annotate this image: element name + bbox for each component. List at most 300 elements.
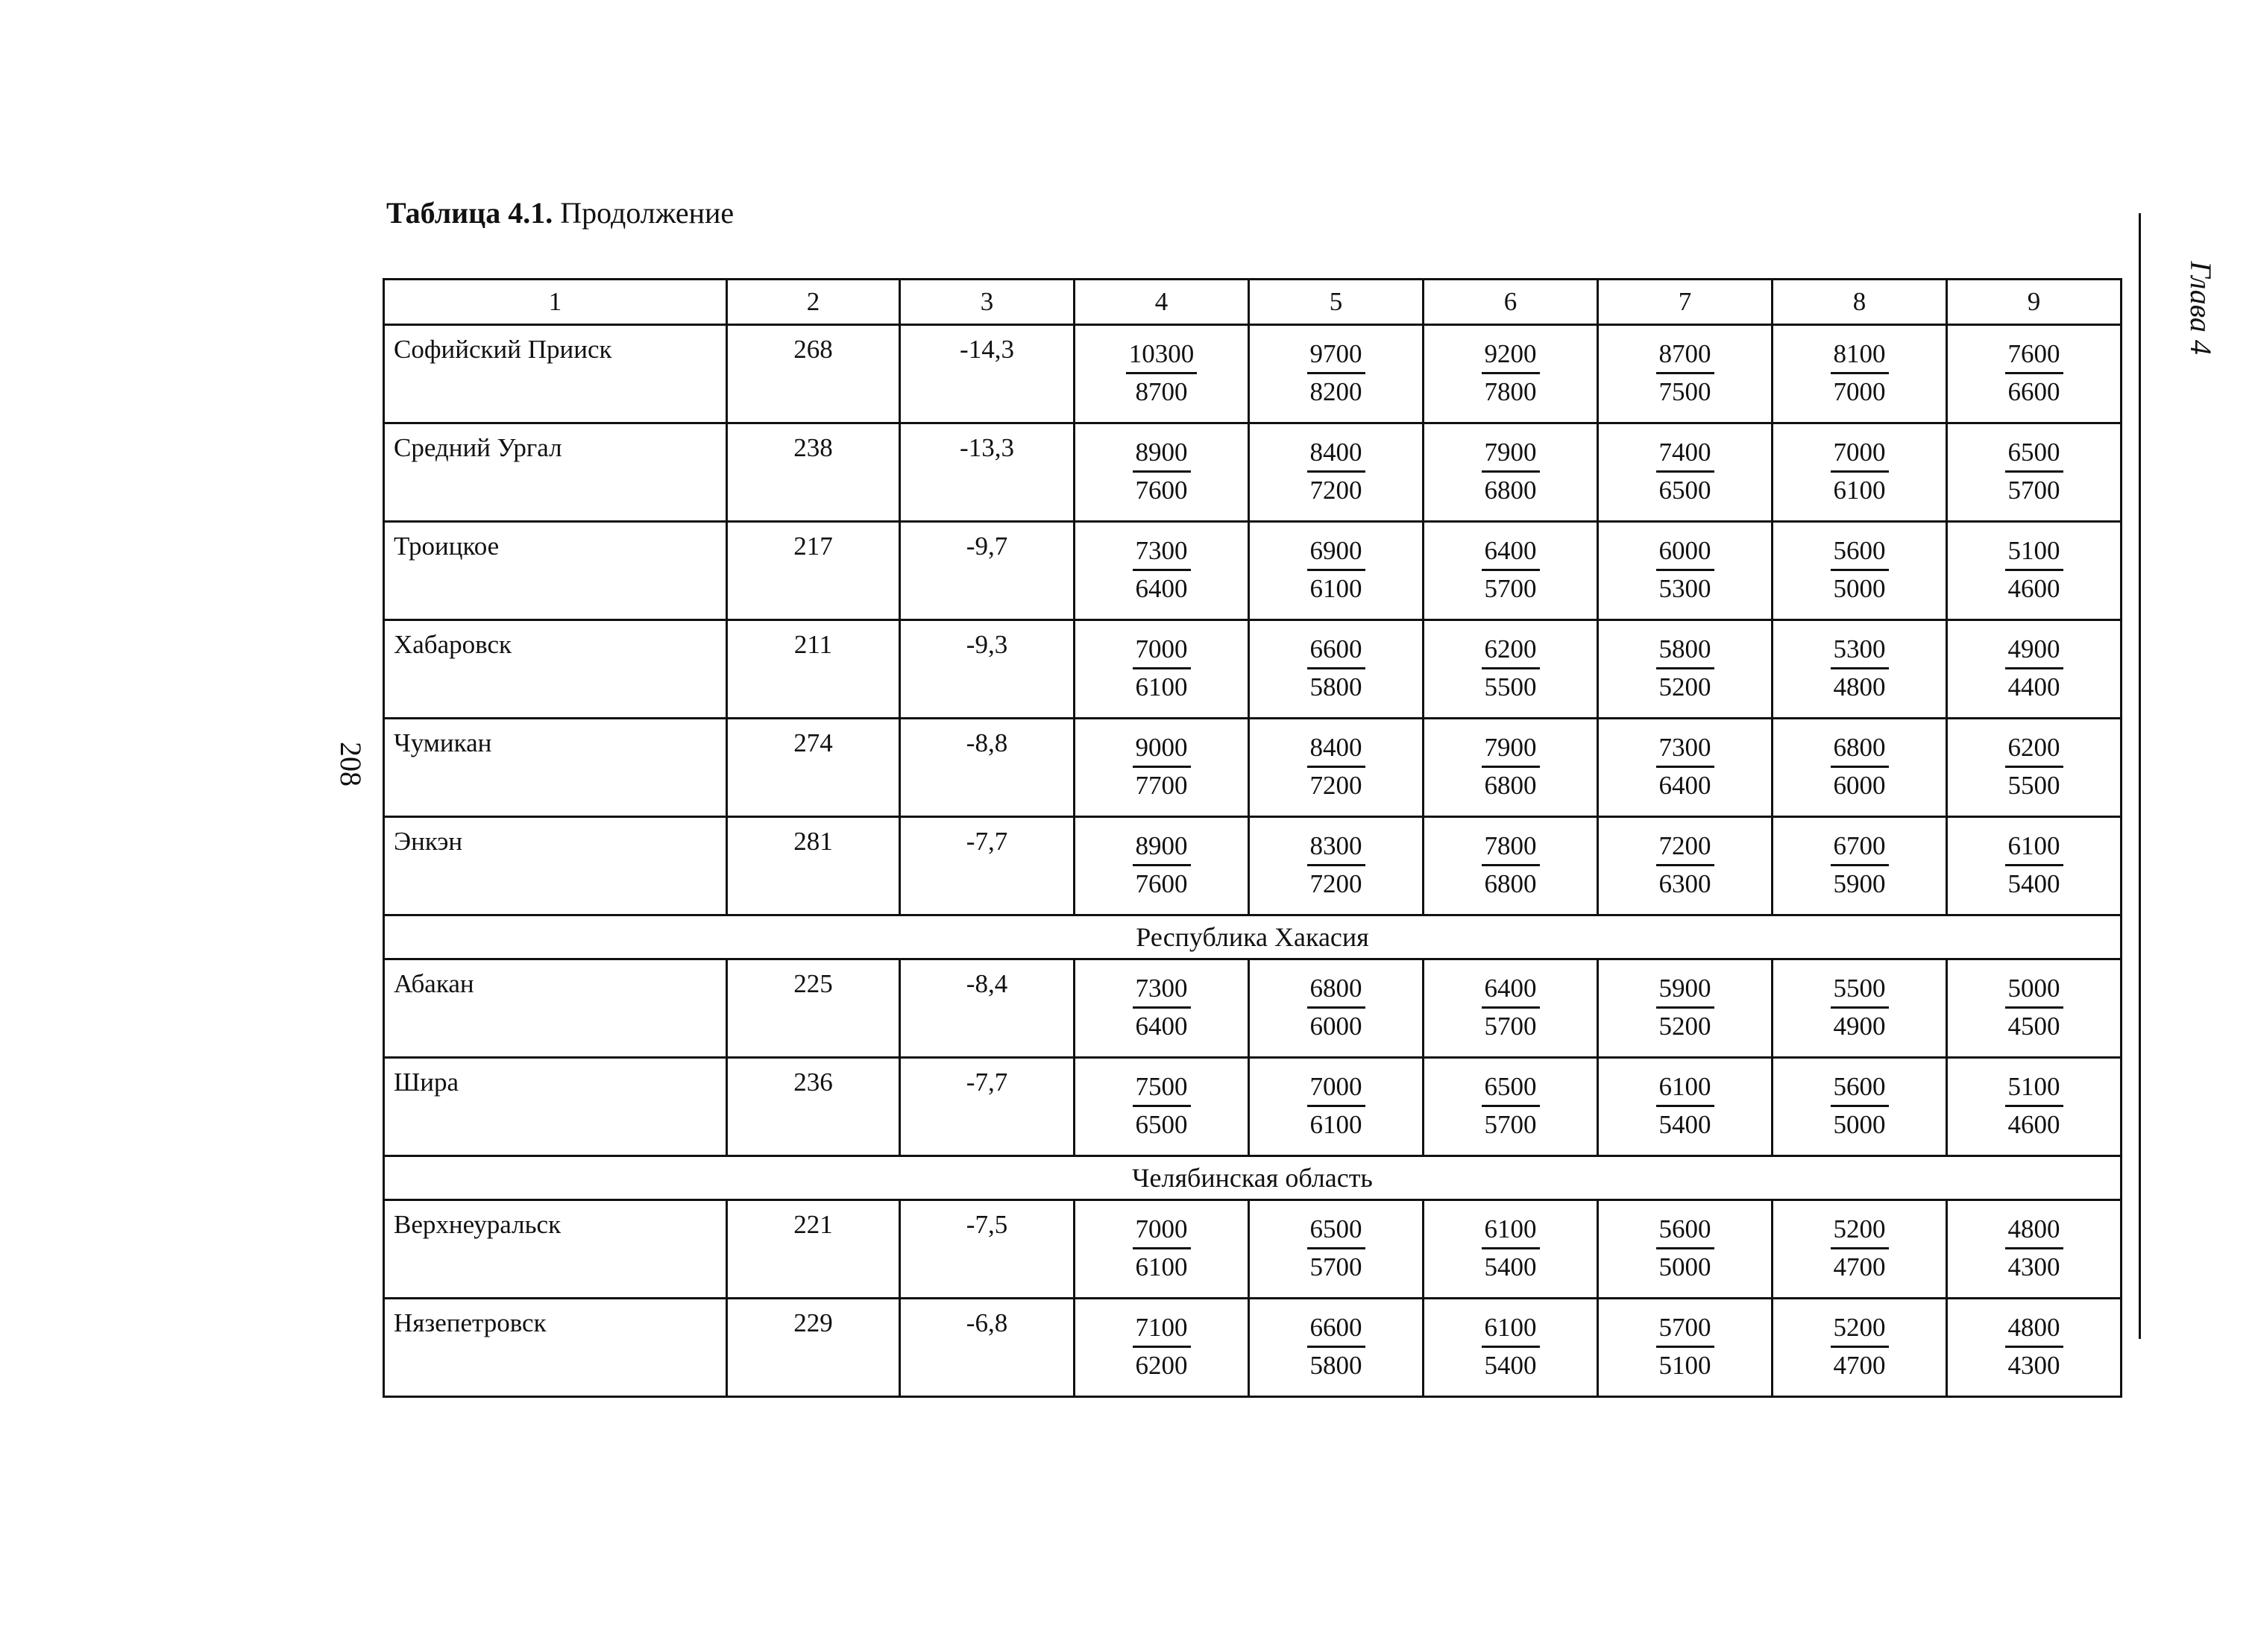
fraction [1307, 1310, 1365, 1384]
column-header-1: 1 [384, 280, 727, 325]
fraction-cell [1947, 522, 2122, 620]
fraction-denominator: 6500 [1658, 476, 1711, 505]
column-header-7: 7 [1598, 280, 1773, 325]
station-name: Нязепетровск [384, 1299, 727, 1397]
fraction-denominator: 6400 [1135, 574, 1188, 603]
fraction-numerator: 5600 [1831, 1069, 1889, 1107]
fraction-denominator: 7000 [1833, 377, 1886, 406]
fraction-numerator: 5500 [1831, 971, 1889, 1009]
fraction-cell [1424, 719, 1598, 817]
fraction-numerator: 4800 [2005, 1211, 2063, 1249]
fraction-denominator: 5200 [1658, 1012, 1711, 1041]
column-3-value: -9,3 [900, 620, 1075, 719]
fraction [1133, 730, 1191, 804]
fraction-cell [1773, 719, 1947, 817]
fraction [1307, 1211, 1365, 1285]
fraction-denominator: 4600 [2007, 574, 2060, 603]
fraction [2005, 435, 2063, 508]
fraction-denominator: 8700 [1135, 377, 1188, 406]
fraction-denominator: 5700 [1484, 1110, 1537, 1139]
fraction-cell [1249, 817, 1424, 915]
fraction-numerator: 8100 [1831, 336, 1889, 374]
fraction-numerator: 5600 [1656, 1211, 1714, 1249]
fraction-denominator: 4900 [1833, 1012, 1886, 1041]
fraction-cell [1424, 817, 1598, 915]
fraction [2005, 971, 2063, 1044]
fraction-numerator: 6800 [1831, 730, 1889, 768]
fraction-cell [1075, 959, 1249, 1058]
table-row [384, 817, 2122, 915]
fraction-cell [1773, 1058, 1947, 1156]
station-name: Софийский Прииск [384, 325, 727, 423]
fraction [1831, 1069, 1889, 1143]
fraction-numerator: 7400 [1656, 435, 1714, 473]
column-3-value: -7,5 [900, 1200, 1075, 1299]
fraction [2005, 336, 2063, 410]
fraction-numerator: 7200 [1656, 828, 1714, 866]
fraction-cell [1947, 959, 2122, 1058]
fraction-denominator: 7600 [1135, 869, 1188, 898]
fraction-cell [1249, 719, 1424, 817]
fraction-cell [1598, 719, 1773, 817]
fraction-numerator: 6000 [1656, 533, 1714, 571]
fraction-numerator: 4900 [2005, 631, 2063, 669]
fraction-cell [1075, 1299, 1249, 1397]
table-row [384, 1058, 2122, 1156]
fraction-numerator: 6900 [1307, 533, 1365, 571]
fraction [2005, 1310, 2063, 1384]
fraction-numerator: 5900 [1656, 971, 1714, 1009]
fraction [1133, 971, 1191, 1044]
fraction-numerator: 4800 [2005, 1310, 2063, 1348]
fraction-denominator: 5300 [1658, 574, 1711, 603]
fraction-denominator: 6800 [1484, 869, 1537, 898]
fraction-cell [1424, 522, 1598, 620]
fraction [1482, 533, 1540, 607]
table-row [384, 1200, 2122, 1299]
fraction-cell [1075, 1058, 1249, 1156]
fraction-cell [1075, 423, 1249, 522]
fraction [1831, 1211, 1889, 1285]
table-caption-number: Таблица 4.1. [386, 196, 553, 230]
fraction-cell [1249, 423, 1424, 522]
fraction [1307, 730, 1365, 804]
column-3-value: -14,3 [900, 325, 1075, 423]
fraction [1656, 730, 1714, 804]
table-row [384, 959, 2122, 1058]
table-row [384, 620, 2122, 719]
fraction-numerator: 7900 [1482, 730, 1540, 768]
station-name: Средний Ургал [384, 423, 727, 522]
fraction-denominator: 4300 [2007, 1252, 2060, 1281]
fraction-numerator: 6600 [1307, 631, 1365, 669]
fraction-denominator: 6400 [1135, 1012, 1188, 1041]
region-row [384, 1156, 2122, 1200]
fraction [1656, 1069, 1714, 1143]
fraction [1307, 631, 1365, 705]
fraction [1307, 336, 1365, 410]
fraction [1133, 1211, 1191, 1285]
fraction [1482, 1310, 1540, 1384]
fraction-denominator: 6800 [1484, 476, 1537, 505]
fraction-denominator: 7200 [1309, 771, 1362, 800]
fraction-cell [1773, 325, 1947, 423]
fraction-cell [1598, 423, 1773, 522]
fraction-cell [1249, 1058, 1424, 1156]
fraction-denominator: 7500 [1658, 377, 1711, 406]
fraction-cell [1424, 1299, 1598, 1397]
fraction-denominator: 4700 [1833, 1252, 1886, 1281]
fraction-numerator: 6600 [1307, 1310, 1365, 1348]
fraction-numerator: 6800 [1307, 971, 1365, 1009]
fraction-numerator: 5000 [2005, 971, 2063, 1009]
fraction-denominator: 8200 [1309, 377, 1362, 406]
fraction [1482, 631, 1540, 705]
fraction-numerator: 7300 [1133, 971, 1191, 1009]
column-3-value: -6,8 [900, 1299, 1075, 1397]
column-3-value: -7,7 [900, 1058, 1075, 1156]
fraction-cell [1773, 1200, 1947, 1299]
fraction-denominator: 4800 [1833, 672, 1886, 702]
fraction-denominator: 4300 [2007, 1351, 2060, 1380]
fraction [1656, 1310, 1714, 1384]
fraction [1656, 828, 1714, 902]
fraction-cell [1075, 817, 1249, 915]
column-2-value: 236 [727, 1058, 900, 1156]
fraction [1307, 533, 1365, 607]
fraction-numerator: 8700 [1656, 336, 1714, 374]
data-table [383, 278, 2122, 1398]
fraction [1482, 1211, 1540, 1285]
fraction-numerator: 6500 [1307, 1211, 1365, 1249]
fraction-cell [1598, 620, 1773, 719]
fraction [1831, 1310, 1889, 1384]
fraction-cell [1947, 325, 2122, 423]
fraction-denominator: 4500 [2007, 1012, 2060, 1041]
fraction-cell [1249, 959, 1424, 1058]
fraction-numerator: 5800 [1656, 631, 1714, 669]
fraction-cell [1773, 522, 1947, 620]
fraction-numerator: 8400 [1307, 435, 1365, 473]
column-3-value: -9,7 [900, 522, 1075, 620]
fraction-cell [1424, 1200, 1598, 1299]
fraction-denominator: 6100 [1309, 574, 1362, 603]
fraction-numerator: 6400 [1482, 533, 1540, 571]
column-header-5: 5 [1249, 280, 1424, 325]
fraction-numerator: 9700 [1307, 336, 1365, 374]
table-row [384, 522, 2122, 620]
fraction-numerator: 5200 [1831, 1310, 1889, 1348]
fraction-numerator: 6400 [1482, 971, 1540, 1009]
fraction-cell [1598, 817, 1773, 915]
fraction-numerator: 7800 [1482, 828, 1540, 866]
station-name: Троицкое [384, 522, 727, 620]
page-number: 208 [334, 742, 368, 786]
fraction-numerator: 7000 [1133, 1211, 1191, 1249]
fraction-numerator: 7900 [1482, 435, 1540, 473]
table-caption [386, 195, 734, 230]
fraction-cell [1598, 1200, 1773, 1299]
fraction-denominator: 5700 [1484, 1012, 1537, 1041]
fraction-denominator: 6800 [1484, 771, 1537, 800]
table-body [384, 325, 2122, 1397]
column-header-6: 6 [1424, 280, 1598, 325]
fraction [1133, 533, 1191, 607]
column-2-value: 281 [727, 817, 900, 915]
fraction-numerator: 5200 [1831, 1211, 1889, 1249]
fraction [2005, 730, 2063, 804]
column-header-9: 9 [1947, 280, 2122, 325]
station-name: Энкэн [384, 817, 727, 915]
fraction-denominator: 5200 [1658, 672, 1711, 702]
fraction-cell [1773, 423, 1947, 522]
fraction [1482, 828, 1540, 902]
column-2-value: 225 [727, 959, 900, 1058]
fraction-cell [1249, 1200, 1424, 1299]
fraction-denominator: 4700 [1833, 1351, 1886, 1380]
column-header-3: 3 [900, 280, 1075, 325]
fraction-denominator: 5400 [1484, 1252, 1537, 1281]
column-header-8: 8 [1773, 280, 1947, 325]
fraction [2005, 1069, 2063, 1143]
fraction [2005, 1211, 2063, 1285]
fraction-cell [1773, 817, 1947, 915]
fraction-numerator: 7000 [1133, 631, 1191, 669]
fraction-denominator: 5400 [2007, 869, 2060, 898]
chapter-label: Глава 4 [2184, 261, 2218, 355]
fraction-cell [1075, 620, 1249, 719]
fraction-numerator: 6200 [1482, 631, 1540, 669]
column-3-value: -8,4 [900, 959, 1075, 1058]
fraction-numerator: 7000 [1307, 1069, 1365, 1107]
fraction [1482, 1069, 1540, 1143]
table-row [384, 1299, 2122, 1397]
fraction-denominator: 6000 [1309, 1012, 1362, 1041]
table-row [384, 325, 2122, 423]
fraction-numerator: 6700 [1831, 828, 1889, 866]
fraction-numerator: 7000 [1831, 435, 1889, 473]
fraction-cell [1947, 1299, 2122, 1397]
fraction-denominator: 7700 [1135, 771, 1188, 800]
region-title: Республика Хакасия [384, 915, 2122, 959]
fraction-denominator: 5000 [1833, 1110, 1886, 1139]
fraction-denominator: 4400 [2007, 672, 2060, 702]
fraction-numerator: 8900 [1133, 435, 1191, 473]
fraction-numerator: 6100 [2005, 828, 2063, 866]
fraction-denominator: 5100 [1658, 1351, 1711, 1380]
fraction [1307, 1069, 1365, 1143]
fraction-numerator: 6100 [1482, 1211, 1540, 1249]
fraction-numerator: 7300 [1656, 730, 1714, 768]
fraction [1133, 631, 1191, 705]
fraction [1133, 828, 1191, 902]
fraction-denominator: 5000 [1833, 574, 1886, 603]
fraction-denominator: 6200 [1135, 1351, 1188, 1380]
station-name: Верхнеуральск [384, 1200, 727, 1299]
fraction [1482, 336, 1540, 410]
fraction-cell [1598, 1299, 1773, 1397]
fraction-denominator: 5800 [1309, 672, 1362, 702]
fraction-numerator: 5600 [1831, 533, 1889, 571]
fraction-numerator: 10300 [1126, 336, 1198, 374]
fraction-cell [1075, 325, 1249, 423]
fraction [1482, 435, 1540, 508]
fraction-denominator: 5700 [2007, 476, 2060, 505]
column-2-value: 274 [727, 719, 900, 817]
fraction-denominator: 5800 [1309, 1351, 1362, 1380]
fraction-denominator: 5000 [1658, 1252, 1711, 1281]
fraction-cell [1424, 423, 1598, 522]
fraction-cell [1075, 719, 1249, 817]
table-caption-text: Продолжение [553, 196, 735, 230]
station-name: Хабаровск [384, 620, 727, 719]
column-2-value: 238 [727, 423, 900, 522]
fraction-cell [1773, 620, 1947, 719]
fraction [1307, 435, 1365, 508]
fraction-denominator: 6600 [2007, 377, 2060, 406]
fraction-numerator: 5100 [2005, 1069, 2063, 1107]
fraction [1831, 435, 1889, 508]
fraction [2005, 533, 2063, 607]
fraction-cell [1075, 522, 1249, 620]
fraction-denominator: 5700 [1484, 574, 1537, 603]
fraction-numerator: 6500 [2005, 435, 2063, 473]
fraction-numerator: 9000 [1133, 730, 1191, 768]
fraction-numerator: 6500 [1482, 1069, 1540, 1107]
column-3-value: -13,3 [900, 423, 1075, 522]
fraction-cell [1424, 1058, 1598, 1156]
fraction [1831, 336, 1889, 410]
fraction-numerator: 6200 [2005, 730, 2063, 768]
fraction-numerator: 5300 [1831, 631, 1889, 669]
fraction [1133, 1069, 1191, 1143]
column-2-value: 268 [727, 325, 900, 423]
column-2-value: 221 [727, 1200, 900, 1299]
fraction [1656, 971, 1714, 1044]
fraction-denominator: 6500 [1135, 1110, 1188, 1139]
chapter-rule [2139, 213, 2141, 1339]
fraction [1126, 336, 1198, 410]
fraction-numerator: 7300 [1133, 533, 1191, 571]
column-2-value: 211 [727, 620, 900, 719]
fraction-cell [1598, 325, 1773, 423]
station-name: Чумикан [384, 719, 727, 817]
fraction [1831, 828, 1889, 902]
fraction-numerator: 7600 [2005, 336, 2063, 374]
fraction-denominator: 4600 [2007, 1110, 2060, 1139]
fraction [1831, 730, 1889, 804]
fraction [1133, 1310, 1191, 1384]
fraction-denominator: 5400 [1484, 1351, 1537, 1380]
fraction-denominator: 6000 [1833, 771, 1886, 800]
fraction-cell [1598, 1058, 1773, 1156]
fraction-numerator: 8300 [1307, 828, 1365, 866]
fraction-denominator: 7600 [1135, 476, 1188, 505]
fraction-cell [1598, 522, 1773, 620]
fraction-denominator: 6100 [1833, 476, 1886, 505]
fraction-numerator: 5100 [2005, 533, 2063, 571]
fraction [1656, 631, 1714, 705]
fraction-numerator: 7100 [1133, 1310, 1191, 1348]
fraction-cell [1947, 423, 2122, 522]
fraction [2005, 828, 2063, 902]
fraction-denominator: 5700 [1309, 1252, 1362, 1281]
column-3-value: -7,7 [900, 817, 1075, 915]
region-row [384, 915, 2122, 959]
fraction-denominator: 7200 [1309, 869, 1362, 898]
fraction [1831, 631, 1889, 705]
fraction-cell [1249, 522, 1424, 620]
fraction-cell [1424, 620, 1598, 719]
fraction-cell [1947, 620, 2122, 719]
fraction [1831, 533, 1889, 607]
fraction-denominator: 6100 [1309, 1110, 1362, 1139]
fraction [2005, 631, 2063, 705]
region-title: Челябинская область [384, 1156, 2122, 1200]
fraction-denominator: 5500 [1484, 672, 1537, 702]
fraction-cell [1947, 817, 2122, 915]
fraction [1656, 336, 1714, 410]
table-row [384, 423, 2122, 522]
fraction [1656, 533, 1714, 607]
fraction-cell [1773, 959, 1947, 1058]
station-name: Абакан [384, 959, 727, 1058]
fraction-denominator: 6400 [1658, 771, 1711, 800]
fraction [1656, 435, 1714, 508]
fraction-cell [1424, 959, 1598, 1058]
column-3-value: -8,8 [900, 719, 1075, 817]
fraction-denominator: 7800 [1484, 377, 1537, 406]
fraction-denominator: 6300 [1658, 869, 1711, 898]
fraction-cell [1773, 1299, 1947, 1397]
fraction-numerator: 8900 [1133, 828, 1191, 866]
fraction-cell [1947, 1200, 2122, 1299]
fraction-cell [1424, 325, 1598, 423]
station-name: Шира [384, 1058, 727, 1156]
fraction-denominator: 6100 [1135, 672, 1188, 702]
fraction-denominator: 7200 [1309, 476, 1362, 505]
fraction [1482, 730, 1540, 804]
fraction [1307, 828, 1365, 902]
fraction-cell [1249, 325, 1424, 423]
fraction-numerator: 7500 [1133, 1069, 1191, 1107]
fraction-cell [1598, 959, 1773, 1058]
fraction-numerator: 8400 [1307, 730, 1365, 768]
fraction [1831, 971, 1889, 1044]
fraction-denominator: 5400 [1658, 1110, 1711, 1139]
table-row [384, 719, 2122, 817]
column-header-4: 4 [1075, 280, 1249, 325]
header-row [384, 280, 2122, 325]
fraction-numerator: 5700 [1656, 1310, 1714, 1348]
column-header-2: 2 [727, 280, 900, 325]
fraction-cell [1249, 620, 1424, 719]
column-2-value: 229 [727, 1299, 900, 1397]
fraction-cell [1947, 719, 2122, 817]
fraction [1133, 435, 1191, 508]
fraction-numerator: 9200 [1482, 336, 1540, 374]
fraction-cell [1947, 1058, 2122, 1156]
fraction-denominator: 6100 [1135, 1252, 1188, 1281]
fraction [1656, 1211, 1714, 1285]
fraction [1482, 971, 1540, 1044]
fraction [1307, 971, 1365, 1044]
fraction-denominator: 5900 [1833, 869, 1886, 898]
column-2-value: 217 [727, 522, 900, 620]
fraction-cell [1249, 1299, 1424, 1397]
fraction-numerator: 6100 [1482, 1310, 1540, 1348]
fraction-denominator: 5500 [2007, 771, 2060, 800]
